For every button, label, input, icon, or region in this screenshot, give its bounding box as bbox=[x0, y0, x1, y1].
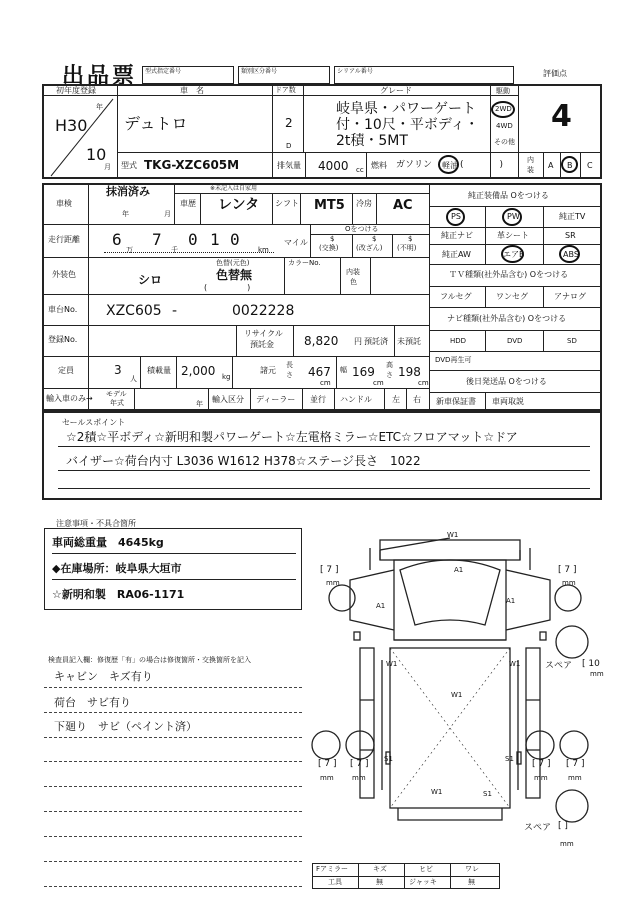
navi-dvd: DVD bbox=[507, 337, 523, 345]
class-label: 類別区分番号 bbox=[241, 68, 278, 75]
mileage-label: 走行距離 bbox=[48, 235, 80, 244]
recycle-label-2: 預託金 bbox=[250, 340, 274, 349]
spare-bottom-label: スペア bbox=[524, 823, 552, 833]
recycle-yen: 円 bbox=[354, 337, 362, 346]
car-name: デュトロ bbox=[124, 114, 188, 133]
interior-label-2: 装 bbox=[527, 166, 534, 174]
diagram-w1-bottom: W1 bbox=[431, 788, 443, 796]
tire-rl1-depth: [ 7 ] bbox=[318, 759, 337, 769]
grade-label: グレード bbox=[380, 86, 412, 95]
inspector-line-2: 荷台 サビ有り bbox=[54, 696, 131, 709]
equip-tv: 純正TV bbox=[559, 212, 586, 221]
sales-point-line-1: ☆2積☆平ボディ☆新明和製パワーゲート☆左電格ミラー☆ETC☆フロアマット☆ドア bbox=[66, 430, 518, 444]
handle-right: 右 bbox=[413, 395, 421, 404]
sales-point-label: セールスポイント bbox=[62, 418, 126, 427]
spare-bottom-mm: mm bbox=[560, 840, 574, 848]
grade-line-3: 2t積・5MT bbox=[336, 133, 408, 149]
len-value: 467 bbox=[308, 365, 331, 379]
history-note: ※未記入は自家用 bbox=[210, 185, 258, 192]
legend-v4: 無 bbox=[468, 878, 475, 886]
mileage-opt-3-label: (不明) bbox=[397, 244, 417, 252]
mileage-opt-1: $ bbox=[330, 235, 335, 243]
import-dealer: ディーラー bbox=[256, 395, 296, 404]
spec-label: 諸元 bbox=[260, 366, 276, 375]
mileage-digit-5: 0 bbox=[230, 230, 240, 249]
equip-sr: SR bbox=[565, 231, 576, 240]
tire-fr-depth: [ 7 ] bbox=[558, 565, 577, 575]
mileage-opt-2: $ bbox=[372, 235, 377, 243]
interior-color-label-1: 内装 bbox=[346, 268, 360, 276]
import-label: 輸入車のみ→ bbox=[46, 394, 93, 403]
ac-label: 冷房 bbox=[356, 199, 372, 208]
recycle-value: 8,820 bbox=[304, 334, 339, 348]
exterior-value: シロ bbox=[138, 273, 163, 287]
interior-grade-a: A bbox=[548, 161, 554, 170]
tire-fl-depth: [ 7 ] bbox=[320, 565, 339, 575]
notes-line-2: ◆在庫場所：岐阜県大垣市 bbox=[52, 562, 182, 575]
diagram-s1-left: S1 bbox=[384, 755, 393, 763]
tire-rr2-depth: [ 7 ] bbox=[566, 759, 585, 769]
inspector-line-3: 下廻り サビ（ペイント済） bbox=[54, 720, 197, 733]
chassis-label: 車台No. bbox=[48, 305, 78, 314]
dvd-playback: DVD再生可 bbox=[435, 356, 472, 364]
handle-label: ハンドル bbox=[340, 395, 372, 404]
legend-h2: キズ bbox=[373, 865, 387, 873]
len-unit: cm bbox=[320, 379, 331, 387]
width-value: 169 bbox=[352, 365, 375, 379]
equip-leather: 革シート bbox=[497, 231, 529, 240]
model-year-label-1: モデル bbox=[106, 390, 127, 398]
mileage-digit-4: 1 bbox=[210, 230, 220, 249]
tv-analog: アナログ bbox=[554, 292, 586, 301]
mileage-opt-2-label: (改ざん) bbox=[356, 244, 383, 252]
doors-value: 2 bbox=[285, 116, 293, 130]
car-name-label: 車 名 bbox=[180, 86, 204, 95]
tire-rr2-mm: mm bbox=[568, 774, 582, 782]
drive-other: その他 bbox=[494, 138, 515, 146]
height-label-1: 高 bbox=[386, 361, 393, 369]
equip-abs-circle bbox=[559, 245, 580, 263]
mileage-opt-3: $ bbox=[408, 235, 413, 243]
diagram-a1-left: A1 bbox=[376, 602, 386, 610]
tire-rl1-mm: mm bbox=[320, 774, 334, 782]
interior-grade-b-circle bbox=[561, 156, 578, 173]
diagram-a1-right: A1 bbox=[506, 597, 516, 605]
grade-line-1: 岐阜県・パワーゲート bbox=[336, 101, 476, 117]
drive-label: 駆動 bbox=[496, 87, 510, 95]
tire-rr1-depth: [ 7 ] bbox=[532, 759, 551, 769]
capacity-label: 定員 bbox=[58, 366, 74, 375]
mileage-sen: 千 bbox=[171, 246, 178, 254]
mileage-opt-1-label: (交換) bbox=[319, 244, 339, 252]
equip-pw-circle bbox=[502, 208, 522, 226]
inspector-line-1: キャビン キズ有り bbox=[54, 670, 153, 683]
color-change-label: 色替(元色) bbox=[216, 259, 250, 267]
color-change-value: 色替無 bbox=[216, 268, 253, 282]
import-class-label: 輸入区分 bbox=[212, 395, 244, 404]
navi-sd: SD bbox=[567, 337, 577, 345]
doors-d: D bbox=[286, 142, 292, 150]
diagram-s1-right: S1 bbox=[505, 755, 514, 763]
page-title: 出品票 bbox=[62, 64, 138, 89]
model-label: 型式 bbox=[121, 161, 137, 170]
equip-ps-circle bbox=[446, 208, 465, 226]
drive-2wd-circle bbox=[491, 101, 515, 118]
serial-label: シリアル番号 bbox=[337, 68, 373, 75]
diagram-w1-top: W1 bbox=[447, 531, 459, 539]
drive-4wd: 4WD bbox=[496, 122, 513, 130]
model-year-label-2: 年式 bbox=[110, 399, 124, 407]
legend-v3: ジャッキ bbox=[409, 878, 437, 886]
recycle-deposited: 預託済 bbox=[364, 337, 388, 346]
color-no-label: カラーNo. bbox=[288, 259, 321, 267]
interior-color-label-2: 色 bbox=[350, 278, 357, 286]
inspection-label: 車検 bbox=[56, 199, 72, 208]
grade-line-2: 付・10尺・平ボディ・ bbox=[336, 117, 479, 133]
color-paren: ( ) bbox=[204, 283, 251, 292]
height-value: 198 bbox=[398, 365, 421, 379]
tire-rl2-mm: mm bbox=[352, 774, 366, 782]
equip-airbag-circle bbox=[501, 245, 524, 263]
notes-line-1: 車両総重量 4645kg bbox=[52, 536, 164, 549]
height-unit: cm bbox=[418, 379, 429, 387]
tv-fullseg: フルセグ bbox=[440, 292, 472, 301]
load-unit: kg bbox=[222, 373, 231, 381]
model-value: TKG-XZC605M bbox=[144, 158, 240, 172]
history-label: 車歴 bbox=[180, 199, 196, 208]
width-unit: cm bbox=[373, 379, 384, 387]
spare-bottom-depth: [ ] bbox=[558, 821, 568, 831]
model-year-unit: 年 bbox=[196, 400, 203, 408]
tire-fr-mm: mm bbox=[562, 579, 576, 587]
equip-navi: 純正ナビ bbox=[441, 231, 473, 240]
ac-value: AC bbox=[393, 198, 413, 213]
capacity-person: 人 bbox=[130, 375, 137, 383]
diagram-s1-bottom: S1 bbox=[483, 790, 492, 798]
mileage-man: 万 bbox=[126, 246, 133, 254]
diagram-w1-center: W1 bbox=[451, 691, 463, 699]
equipment-header: 純正装備品 Oをつける bbox=[468, 191, 549, 200]
capacity-value: 3 bbox=[114, 363, 122, 377]
interior-grade-c: C bbox=[587, 161, 593, 170]
fuel-label: 燃料 bbox=[371, 161, 387, 170]
chassis-prefix: XZC605 bbox=[106, 303, 162, 319]
legend-h1: Fアミラー bbox=[316, 865, 349, 873]
registration-label: 登録No. bbox=[48, 335, 78, 344]
exterior-label: 外装色 bbox=[52, 270, 76, 279]
recycle-label-1: リサイクル bbox=[244, 329, 283, 338]
mileage-mile: マイル bbox=[284, 238, 308, 247]
chassis-number: 0022228 bbox=[232, 303, 295, 319]
mileage-digit-1: 6 bbox=[112, 230, 122, 249]
spare-top-label: スペア bbox=[545, 661, 573, 671]
history-value: レンタ bbox=[218, 197, 260, 213]
displacement-unit: cc bbox=[356, 166, 364, 174]
mileage-circle-note: Oをつける bbox=[345, 225, 379, 233]
notes-label: 注意事項・不具合箇所 bbox=[56, 519, 136, 528]
interior-grade-b: B bbox=[567, 161, 573, 170]
height-label-2: さ bbox=[386, 371, 393, 379]
shift-value: MT5 bbox=[314, 198, 345, 213]
equip-airbag: エアB bbox=[503, 250, 525, 259]
import-parallel: 並行 bbox=[310, 395, 326, 404]
shift-label: シフト bbox=[275, 199, 299, 208]
month-unit: 月 bbox=[104, 163, 111, 171]
equip-abs: ABS bbox=[563, 250, 579, 259]
notes-line-3: ☆新明和製 RA06-1171 bbox=[52, 588, 185, 601]
model-cert-label: 型式指定番号 bbox=[145, 68, 182, 75]
load-value: 2,000 bbox=[181, 364, 216, 378]
inspector-label: 検査員記入欄：修復歴「有」の場合は修復箇所・交換箇所を記入 bbox=[48, 656, 251, 664]
inspection-value: 抹消済み bbox=[106, 185, 150, 198]
interior-label-1: 内 bbox=[527, 156, 534, 164]
legend-v1: 工具 bbox=[328, 878, 342, 886]
year-unit: 年 bbox=[96, 103, 103, 111]
len-label-2: さ bbox=[286, 371, 293, 379]
equip-aw: 純正AW bbox=[442, 250, 471, 259]
legend-h3: ヒビ bbox=[419, 865, 433, 873]
mileage-km: km bbox=[258, 246, 269, 254]
width-label: 幅 bbox=[340, 366, 347, 374]
fuel-light-oil-circle bbox=[438, 155, 459, 174]
after-header: 後日発送品 Oをつける bbox=[466, 377, 547, 386]
tire-rl2-depth: [ 7 ] bbox=[350, 759, 369, 769]
chassis-dash: - bbox=[172, 303, 178, 319]
sales-point-line-2: バイザー☆荷台内寸 L3036 W1612 H378☆ステージ長さ 1022 bbox=[66, 454, 421, 468]
after-warranty: 新車保証書 bbox=[436, 397, 476, 406]
recycle-undeposited: 未預託 bbox=[397, 337, 421, 346]
diagram-a1-cab: A1 bbox=[454, 566, 464, 574]
diagram-w1-left: W1 bbox=[386, 660, 398, 668]
legend-v2: 無 bbox=[376, 878, 383, 886]
first-reg-month: 10 bbox=[86, 145, 107, 164]
legend-h4: ワレ bbox=[465, 865, 479, 873]
score-label: 評価点 bbox=[543, 69, 567, 78]
tv-header: ＴＶ種類(社外品含む) Oをつける bbox=[449, 270, 569, 279]
tire-fl-mm: mm bbox=[326, 579, 340, 587]
mileage-digit-2: 7 bbox=[152, 230, 162, 249]
len-label-1: 長 bbox=[286, 361, 293, 369]
equip-pw: PW bbox=[507, 212, 520, 221]
score-value: 4 bbox=[551, 99, 572, 134]
handle-left: 左 bbox=[392, 395, 400, 404]
tv-oneseg: ワンセグ bbox=[496, 292, 528, 301]
fuel-paren: ( ) bbox=[460, 160, 504, 170]
first-reg-year: H30 bbox=[55, 116, 88, 135]
doors-label: ドア数 bbox=[275, 86, 296, 94]
fuel-gasoline: ガソリン bbox=[396, 160, 433, 170]
displacement-value: 4000 bbox=[318, 159, 349, 173]
after-manual: 車両取説 bbox=[492, 397, 524, 406]
load-label: 積載量 bbox=[147, 366, 171, 375]
inspection-month-unit: 月 bbox=[164, 210, 171, 218]
drive-2wd: 2WD bbox=[495, 105, 512, 113]
spare-top-mm: mm bbox=[590, 670, 604, 678]
displacement-label: 排気量 bbox=[277, 161, 301, 170]
navi-header: ナビ種類(社外品含む) Oをつける bbox=[447, 314, 567, 323]
tire-rr1-mm: mm bbox=[534, 774, 548, 782]
first-reg-label: 初年度登録 bbox=[56, 86, 96, 95]
fuel-light-oil: 軽油 bbox=[442, 161, 458, 170]
navi-hdd: HDD bbox=[450, 337, 467, 345]
equip-ps: PS bbox=[451, 212, 461, 221]
inspection-year-unit: 年 bbox=[122, 210, 129, 218]
spare-top-depth: [ 10 bbox=[582, 659, 600, 669]
diagram-w1-right: W1 bbox=[509, 660, 521, 668]
mileage-digit-3: 0 bbox=[188, 230, 198, 249]
